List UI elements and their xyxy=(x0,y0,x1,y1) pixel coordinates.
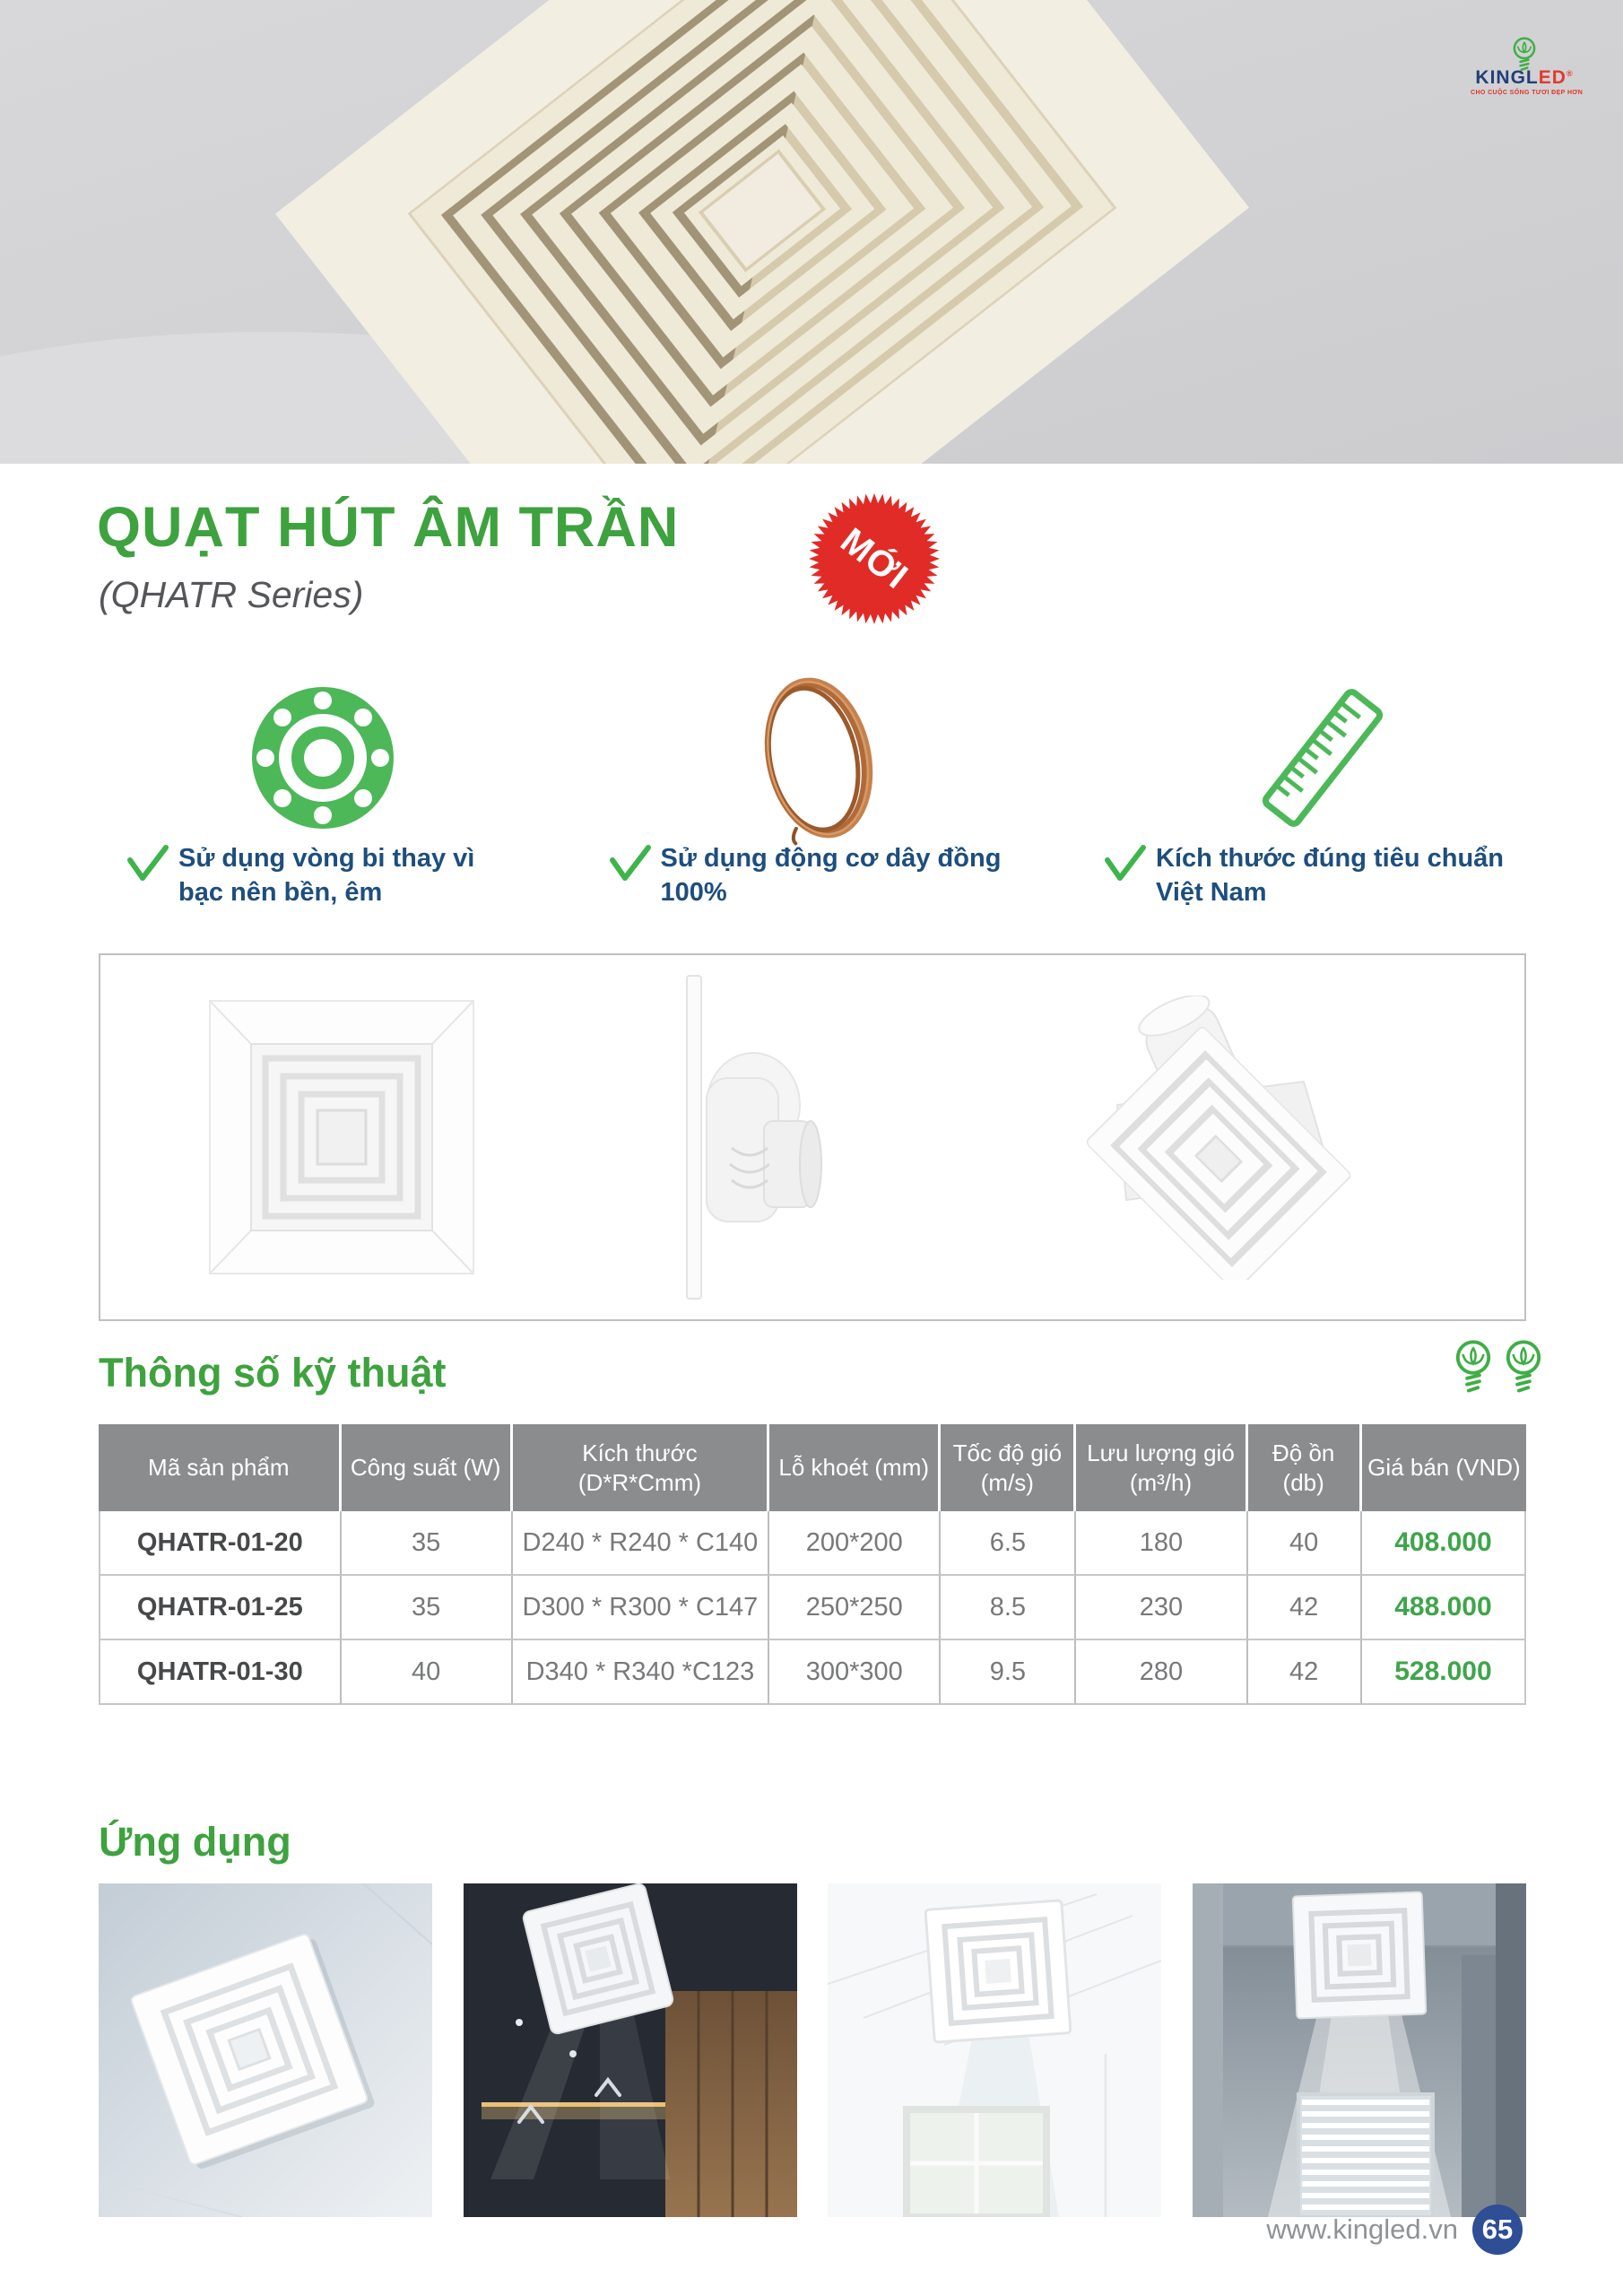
new-badge-label: MỚI xyxy=(833,520,916,597)
cell-size: D340 * R340 *C123 xyxy=(513,1640,770,1705)
col-header-noise: Độ ồn (db) xyxy=(1248,1424,1362,1511)
page-title: QUẠT HÚT ÂM TRẦN xyxy=(97,496,680,559)
new-badge xyxy=(807,491,942,626)
cell-hole: 300*300 xyxy=(769,1640,941,1705)
page-number-badge: 65 xyxy=(1472,2205,1523,2255)
cell-air-flow: 180 xyxy=(1076,1511,1247,1576)
cell-code: QHATR-01-25 xyxy=(99,1576,342,1640)
cell-code: QHATR-01-20 xyxy=(99,1511,342,1576)
kingled-logo-text: KINGLED® xyxy=(1475,67,1574,88)
cell-air-flow: 280 xyxy=(1076,1640,1247,1705)
app-photo-gray-room-airflow xyxy=(1193,1883,1526,2217)
feature-text: Sử dụng động cơ dây đồng 100% xyxy=(660,844,1002,907)
feature-text: Kích thước đúng tiêu chuẩn Việt Nam xyxy=(1156,844,1505,907)
cell-price: 488.000 xyxy=(1362,1576,1526,1640)
col-header-air-flow: Lưu lượng gió (m³/h) xyxy=(1076,1424,1247,1511)
app-photo-dark-bathroom xyxy=(464,1883,797,2217)
feature-copper-motor xyxy=(574,674,1063,909)
kingled-bulb-icon xyxy=(1510,36,1539,72)
kingled-tagline: CHO CUỘC SỐNG TƯƠI ĐẸP HƠN xyxy=(1471,90,1584,96)
cell-code: QHATR-01-30 xyxy=(99,1640,342,1705)
feature-text: Sử dụng vòng bi thay vì bạc nên bền, êm xyxy=(178,844,475,907)
app-photo-bright-room-window xyxy=(828,1883,1161,2217)
table-row xyxy=(99,1640,1526,1705)
cell-size: D240 * R240 * C140 xyxy=(513,1511,770,1576)
bulb-icons xyxy=(1451,1338,1546,1394)
fan-angled-view-image xyxy=(1008,996,1426,1280)
check-icon xyxy=(126,844,169,882)
feature-standard-size xyxy=(1081,674,1565,909)
check-icon xyxy=(609,844,652,882)
fan-front-view-image xyxy=(199,994,484,1281)
cell-size: D300 * R300 * C147 xyxy=(513,1576,770,1640)
cell-noise: 42 xyxy=(1248,1576,1362,1640)
ruler-icon xyxy=(1242,674,1403,840)
cell-power: 35 xyxy=(342,1511,513,1576)
col-header-hole: Lỗ khoét (mm) xyxy=(769,1424,941,1511)
ceiling-fan-closeup-image xyxy=(0,0,1623,464)
cell-power: 40 xyxy=(342,1640,513,1705)
col-header-price: Giá bán (VND) xyxy=(1362,1424,1526,1511)
bearing-icon xyxy=(247,674,399,840)
table-header-row xyxy=(99,1424,1526,1511)
cell-price: 528.000 xyxy=(1362,1640,1526,1705)
page-footer xyxy=(1266,2205,1523,2255)
cell-hole: 250*250 xyxy=(769,1576,941,1640)
website-link[interactable]: www.kingled.vn xyxy=(1266,2213,1458,2245)
applications-heading: Ứng dụng xyxy=(99,1819,291,1865)
cell-noise: 40 xyxy=(1248,1511,1362,1576)
series-subtitle: (QHATR Series) xyxy=(99,574,364,615)
cell-air-flow: 230 xyxy=(1076,1576,1247,1640)
cell-wind-speed: 9.5 xyxy=(941,1640,1076,1705)
cell-noise: 42 xyxy=(1248,1640,1362,1705)
col-header-power: Công suất (W) xyxy=(342,1424,513,1511)
cell-wind-speed: 8.5 xyxy=(941,1576,1076,1640)
cell-hole: 200*200 xyxy=(769,1511,941,1576)
col-header-wind-speed: Tốc độ gió (m/s) xyxy=(941,1424,1076,1511)
col-header-code: Mã sản phẩm xyxy=(99,1424,342,1511)
cell-power: 35 xyxy=(342,1576,513,1640)
table-row xyxy=(99,1511,1526,1576)
cell-price: 408.000 xyxy=(1362,1511,1526,1576)
app-photo-ceiling-angled xyxy=(99,1883,432,2217)
bulb-icon xyxy=(1501,1338,1546,1394)
hero-photo xyxy=(0,0,1623,464)
copper-coil-icon xyxy=(742,674,895,840)
registered-mark: ® xyxy=(1566,69,1574,78)
table-row xyxy=(99,1576,1526,1640)
col-header-size: Kích thước (D*R*Cmm) xyxy=(513,1424,770,1511)
cell-wind-speed: 6.5 xyxy=(941,1511,1076,1576)
check-icon xyxy=(1104,844,1147,882)
spec-table xyxy=(99,1424,1526,1705)
bulb-icon xyxy=(1451,1338,1496,1394)
specs-heading: Thông số kỹ thuật xyxy=(99,1350,447,1396)
application-photos xyxy=(99,1883,1526,2217)
fan-side-view-image xyxy=(656,970,836,1305)
product-views-box xyxy=(99,953,1526,1321)
kingled-logo xyxy=(1471,36,1584,96)
feature-bearing xyxy=(99,674,547,909)
